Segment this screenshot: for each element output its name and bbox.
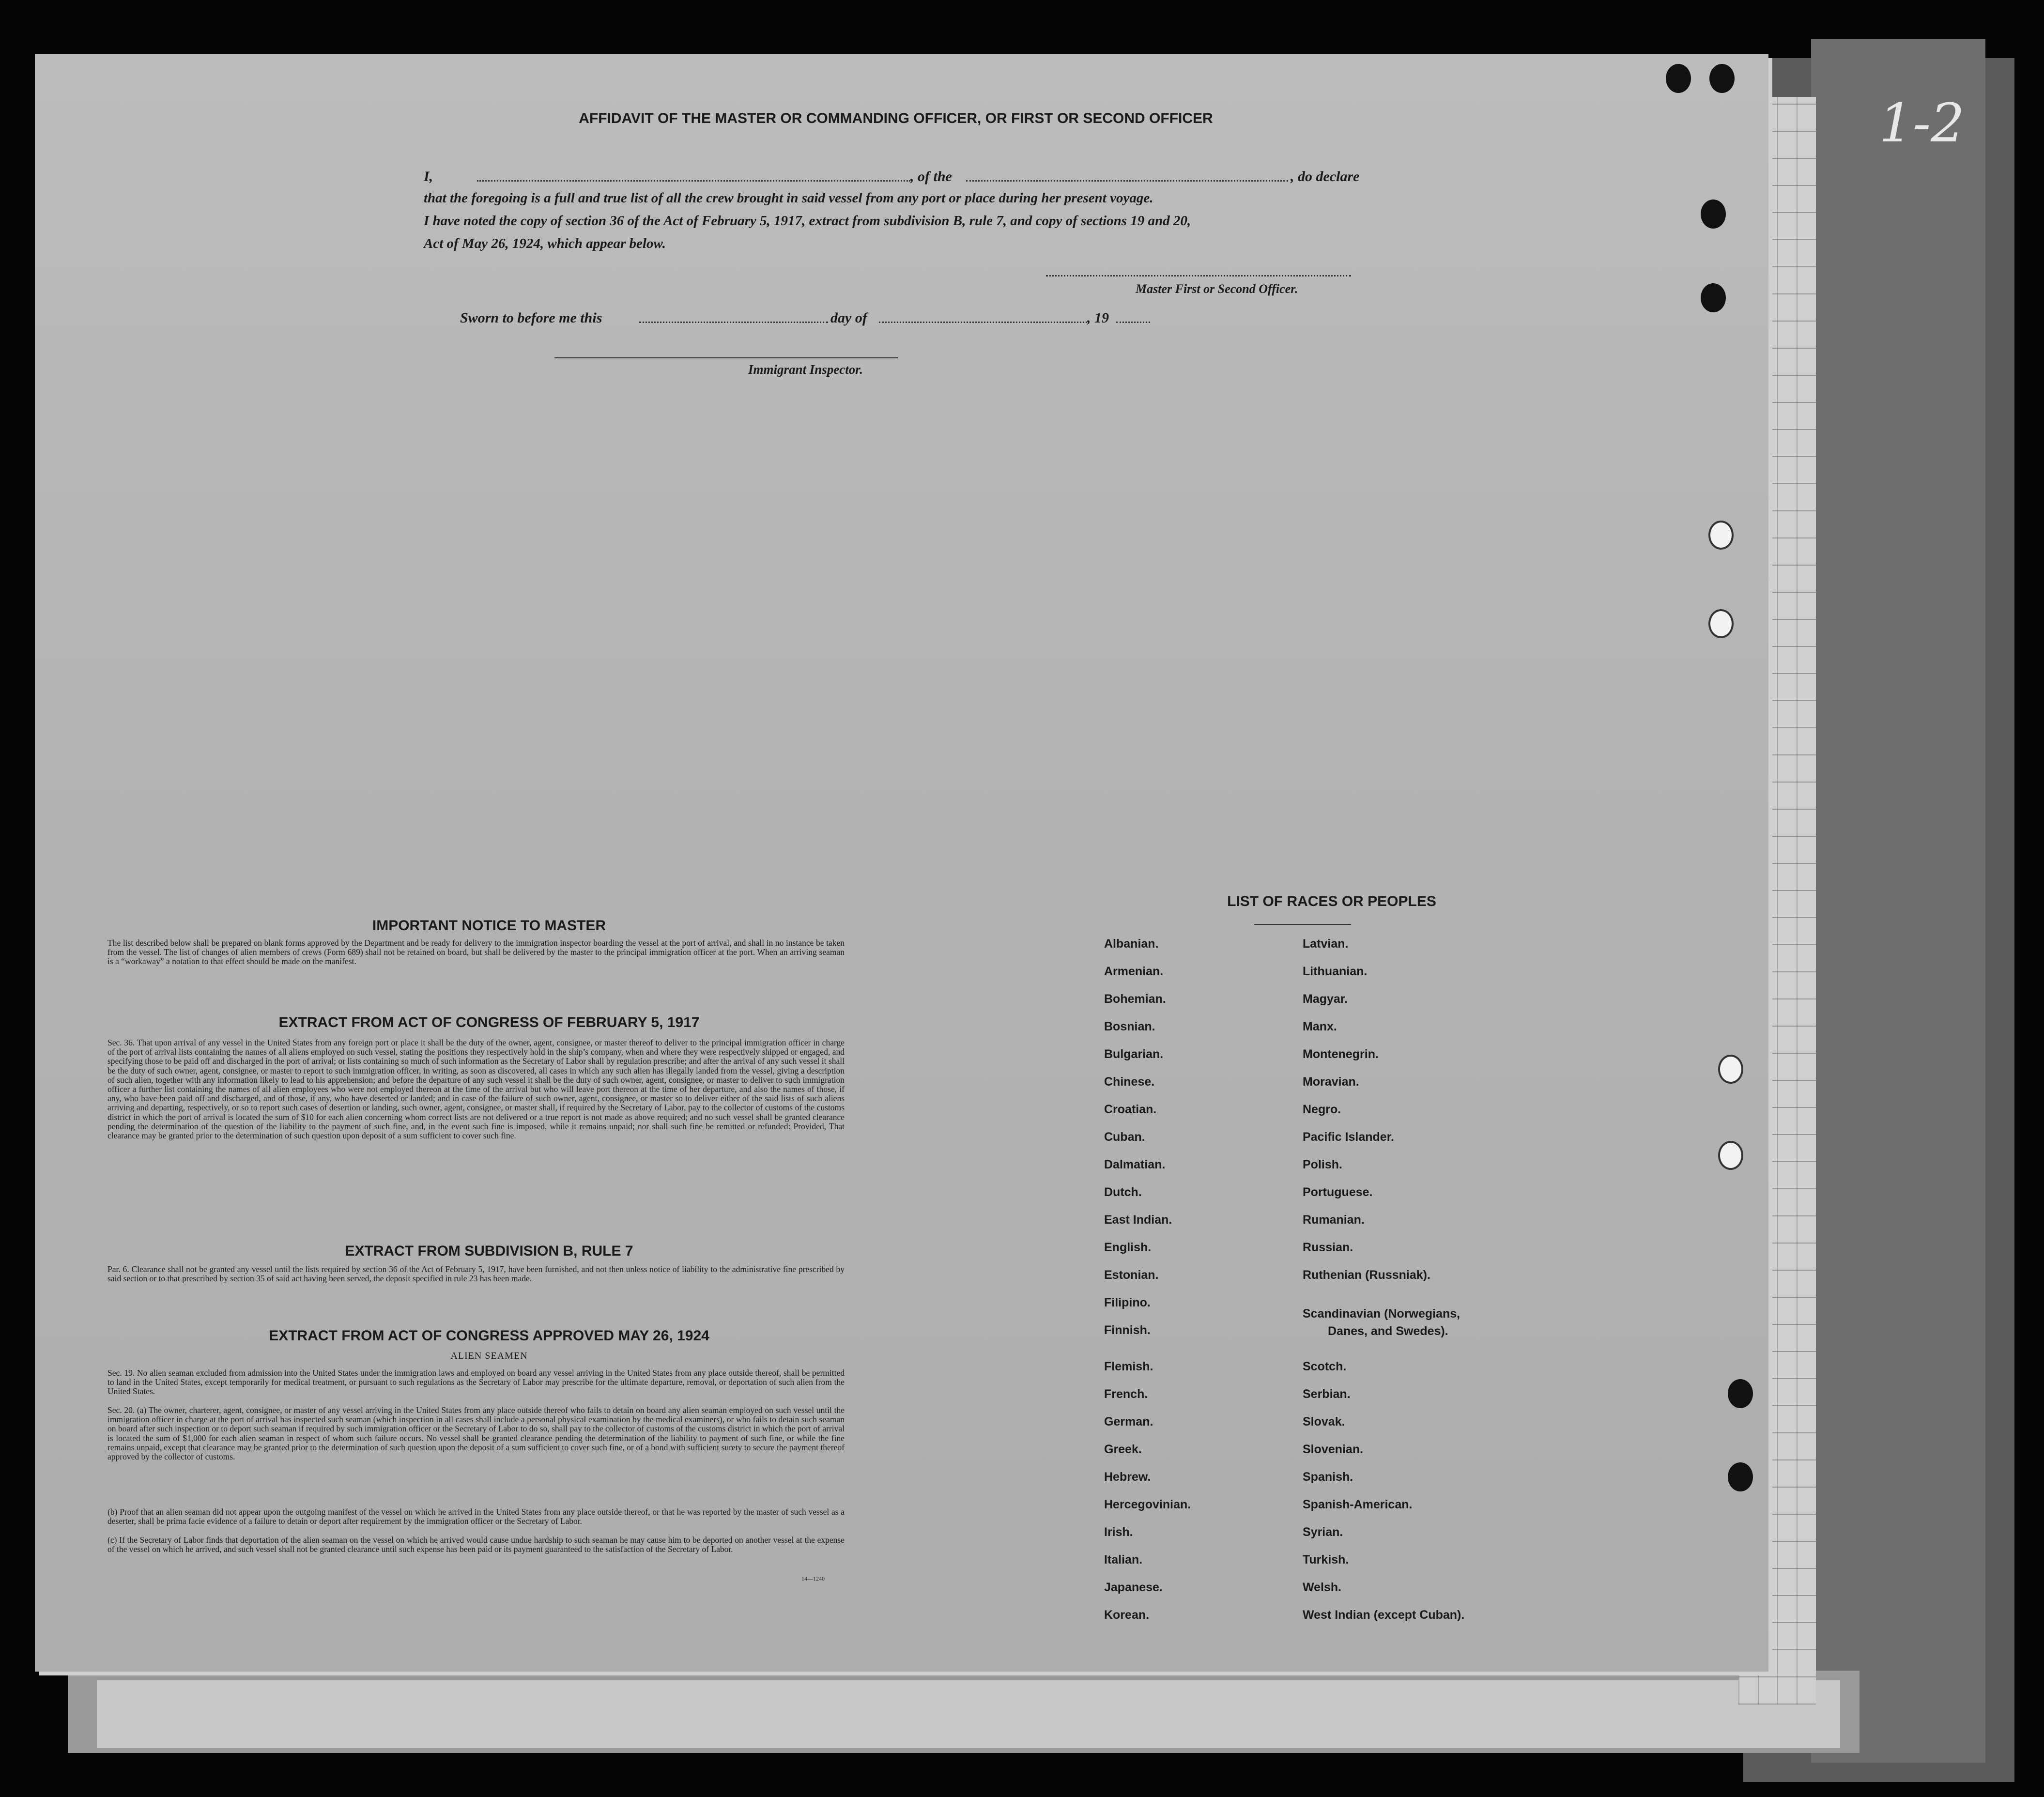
punch-hole [1718,1055,1743,1084]
punch-hole [1666,64,1691,93]
race-item: French. [1104,1387,1148,1401]
race-item: Slovak. [1303,1415,1345,1428]
extract-1924-title: EXTRACT FROM ACT OF CONGRESS APPROVED MAY 26, 1924 [269,1328,709,1344]
race-item: Irish. [1104,1525,1133,1539]
inspector-label: Immigrant Inspector. [748,362,863,377]
race-item: Pacific Islander. [1303,1130,1394,1144]
notice-text: The list described below shall be prepared on blank forms approved by the Department and be ready for delivery to the immigration inspector boarding the vessel at the port of arrival, and shall in no instance be taken from the vessel. The list of changes of alien members of crews (Form 689) shall not be retained on board, but shall be delivered by the master to the principal immigration officer at the port. When an arriving seaman is a “workaway” a notation to that effect should be made on the manifest. [108,938,845,967]
affidavit-title: AFFIDAVIT OF THE MASTER OR COMMANDING OFFICER, OR FIRST OR SECOND OFFICER [579,110,1213,126]
races-title: LIST OF RACES OR PEOPLES [1227,893,1436,909]
race-item: Greek. [1104,1443,1142,1456]
race-item: Slovenian. [1303,1443,1364,1456]
extract-1917-text: Sec. 36. That upon arrival of any vessel in the United States from any foreign port or place it shall be the duty of the owner, agent, consignee, or master thereof to deliver to the principal immigration officer in charge of the port of arrival lists containing the names of all aliens employed on such vessel, stating the positions they respectively hold in the ship’s company, when and where they were respectively shipped or engaged, and specifying those to be paid off and discharged in the port of arrival; or lists containing so much of such information as the Secretary of Labor shall by regulation prescribe; and after the arrival of any such vessel it shall be the duty of such owner, agent, consignee, or master to report to such immigration officer, in writing, as soon as discovered, all cases in which any such alien has illegally landed from the vessel, giving a description of such alien, together with any information likely to lead to his apprehension; and before the departure of any such vessel it shall be the duty of such owner, agent, consignee, or master to deliver to such immigration officer a further list containing the names of all alien employees who were not employed thereon at the time of the arrival but who will leave port thereon at the time of her departure, and also the names of those, if any, who have been paid off and discharged, and of those, if any, who have deserted or landed; and in case of the failure of such owner, agent, consignee, or master so to deliver either of the said lists of such aliens arriving and departing, respectively, or so to report such cases of desertion or landing, such owner, agent, consignee, or master shall, if required by the Secretary of Labor, pay to the collector of customs of the customs district in which the port of arrival is located the sum of $10 for each alien concerning whom correct lists are not delivered or a true report is not made as above required; and no such vessel shall be granted clearance pending the determination of the question of the liability to the payment of such fine, and, in the event such fine is imposed, while it remains unpaid; nor shall such fine be remitted or refunded: Provided, That clearance may be granted prior to the determination of such question upon deposit of a sum sufficient to cover such fine. [108,1038,845,1141]
back-sheet-gray [1811,39,1985,1763]
extract-1924-sec20a: Sec. 20. (a) The owner, charterer, agent, consignee, or master of any vessel arriving in the United States from any place outside thereof who fails to detain on board any alien seaman employed on such vessel until the immigration officer in charge at the port of arrival has inspected such seaman (which inspection in all cases shall include a personal physical examination by the medical examiners), or who fails to detain such seaman on board after such inspection or to deport such seaman if required by such immigration officer or the Secretary of Labor to do so, shall pay to the collector of customs of the customs district in which the port of arrival is located the sum of $1,000 for each alien seaman in respect of whom such failure occurs. No vessel shall be granted clearance pending the determination of the liability to payment of such fine, or while the fine remains unpaid, except that clearance may be granted prior to the determination of such question upon the deposit of a sum sufficient to cover such fine, or of a bond with sufficient surety to secure the payment thereof approved by the collector of customs. [108,1405,845,1462]
race-item: Filipino. [1104,1296,1151,1309]
affidavit-line1-declare: , do declare [1291,169,1360,184]
race-item: Spanish. [1303,1470,1353,1484]
day-of-label: day of [830,310,867,326]
race-item: Moravian. [1303,1075,1359,1089]
extract-1924-sec19: Sec. 19. No alien seaman excluded from admission into the United States under the immigration laws and employed on board any vessel arriving in the United States from any place outside thereof, shall be permitted to land in the United States, except temporarily for medical treatment, or pursuant to such regulations as the Secretary of Labor may prescribe for the ultimate departure, removal, or deportation of such alien from the United States. [108,1368,845,1397]
master-label: Master First or Second Officer. [1136,282,1298,296]
race-item: Estonian. [1104,1268,1159,1282]
sworn-label: Sworn to before me this [460,310,602,326]
year-label: , 19 [1087,310,1109,326]
race-item: Chinese. [1104,1075,1155,1089]
race-item: Montenegrin. [1303,1047,1379,1061]
affidavit-line2: that the foregoing is a full and true list of all the crew brought in said vessel from any port or place during her present voyage. [424,190,1153,206]
race-item: German. [1104,1415,1153,1428]
race-item: Armenian. [1104,965,1164,978]
race-item: Ruthenian (Russniak). [1303,1268,1430,1282]
punch-hole [1701,200,1726,229]
race-item: Flemish. [1104,1360,1153,1373]
affidavit-line3: I have noted the copy of section 36 of the Act of February 5, 1917, extract from subdivision B, rule 7, and copy of sections 19 and 20, [424,213,1191,229]
sworn-day-blank [639,322,828,323]
extract-1924-sec20c: (c) If the Secretary of Labor finds that deportation of the alien seaman on the vessel on which he arrived would cause undue hardship to such seaman he may cause him to be deported on another vessel at the expense of the vessel on which he arrived, and such vessel shall not be granted clearance until such expense has been paid or its payment guaranteed to the satisfaction of the Secretary of Labor. [108,1535,845,1554]
punch-hole [1718,1141,1743,1170]
subdivision-title: EXTRACT FROM SUBDIVISION B, RULE 7 [345,1243,633,1259]
affidavit-line1-of-the: , of the [910,169,952,184]
name-blank [477,180,910,182]
bottom-sheet-edge-light [97,1680,1840,1748]
race-item: West Indian (except Cuban). [1303,1608,1465,1622]
race-item: Bohemian. [1104,992,1166,1006]
form-number: 14—1240 [801,1575,825,1582]
race-item: Portuguese. [1303,1185,1373,1199]
notice-title: IMPORTANT NOTICE TO MASTER [372,918,606,934]
race-item: Welsh. [1303,1581,1342,1594]
punch-hole [1728,1379,1753,1408]
race-item: Italian. [1104,1553,1143,1567]
race-item: Russian. [1303,1241,1353,1254]
sworn-month-blank [879,322,1087,323]
affidavit-line4: Act of May 26, 1924, which appear below. [424,236,666,251]
race-item: Serbian. [1303,1387,1351,1401]
race-item: Scotch. [1303,1360,1347,1373]
race-item: Korean. [1104,1608,1150,1622]
race-item: Finnish. [1104,1323,1151,1337]
races-title-rule [1254,924,1351,925]
alien-seamen-subtitle: ALIEN SEAMEN [450,1351,528,1361]
race-item: Syrian. [1303,1525,1343,1539]
inspector-signature-line [554,357,898,358]
race-item: English. [1104,1241,1152,1254]
race-item: Danes, and Swedes). [1328,1324,1448,1338]
race-item: Bosnian. [1104,1020,1155,1033]
extract-1924-sec20b: (b) Proof that an alien seaman did not appear upon the outgoing manifest of the vessel on which he arrived in the United States from any place outside thereof, or that he was reported by the master of such vessel as a deserter, shall be prima facie evidence of a failure to detain or deport after requirement by the immigration officer or the Secretary of Labor. [108,1507,845,1526]
subdivision-text: Par. 6. Clearance shall not be granted any vessel until the lists required by section 36 of the Act of February 5, 1917, have been furnished, and not then unless notice of liability to the administrative fine prescribed by said section or to that prescribed by section 35 of said act having been served, the deposit specified in rule 23 has been made. [108,1264,845,1284]
race-item: Hebrew. [1104,1470,1151,1484]
race-item: Cuban. [1104,1130,1145,1144]
race-item: Rumanian. [1303,1213,1365,1227]
race-item: Negro. [1303,1103,1341,1116]
punch-hole [1701,283,1726,312]
race-item: Scandinavian (Norwegians, [1303,1307,1460,1321]
master-signature-line [1046,275,1351,276]
race-item: Hercegovinian. [1104,1498,1191,1511]
race-item: Spanish-American. [1303,1498,1413,1511]
extract-1917-title: EXTRACT FROM ACT OF CONGRESS OF FEBRUARY 5, 1917 [278,1014,700,1030]
affidavit-line1-i: I, [424,169,433,184]
rank-blank [966,180,1288,182]
punch-hole [1728,1462,1753,1491]
punch-hole [1708,609,1734,638]
race-item: Bulgarian. [1104,1047,1164,1061]
race-item: Latvian. [1303,937,1349,951]
race-item: Dutch. [1104,1185,1142,1199]
race-item: Albanian. [1104,937,1159,951]
punch-hole [1708,521,1734,550]
sworn-year-blank [1116,322,1150,323]
race-item: Dalmatian. [1104,1158,1166,1171]
race-item: Lithuanian. [1303,965,1368,978]
race-item: Polish. [1303,1158,1342,1171]
handwritten-page-number: 1-2 [1879,92,1965,154]
race-item: Magyar. [1303,992,1348,1006]
race-item: East Indian. [1104,1213,1172,1227]
race-item: Manx. [1303,1020,1337,1033]
race-item: Turkish. [1303,1553,1349,1567]
race-item: Croatian. [1104,1103,1157,1116]
race-item: Japanese. [1104,1581,1163,1594]
punch-hole [1709,64,1735,93]
